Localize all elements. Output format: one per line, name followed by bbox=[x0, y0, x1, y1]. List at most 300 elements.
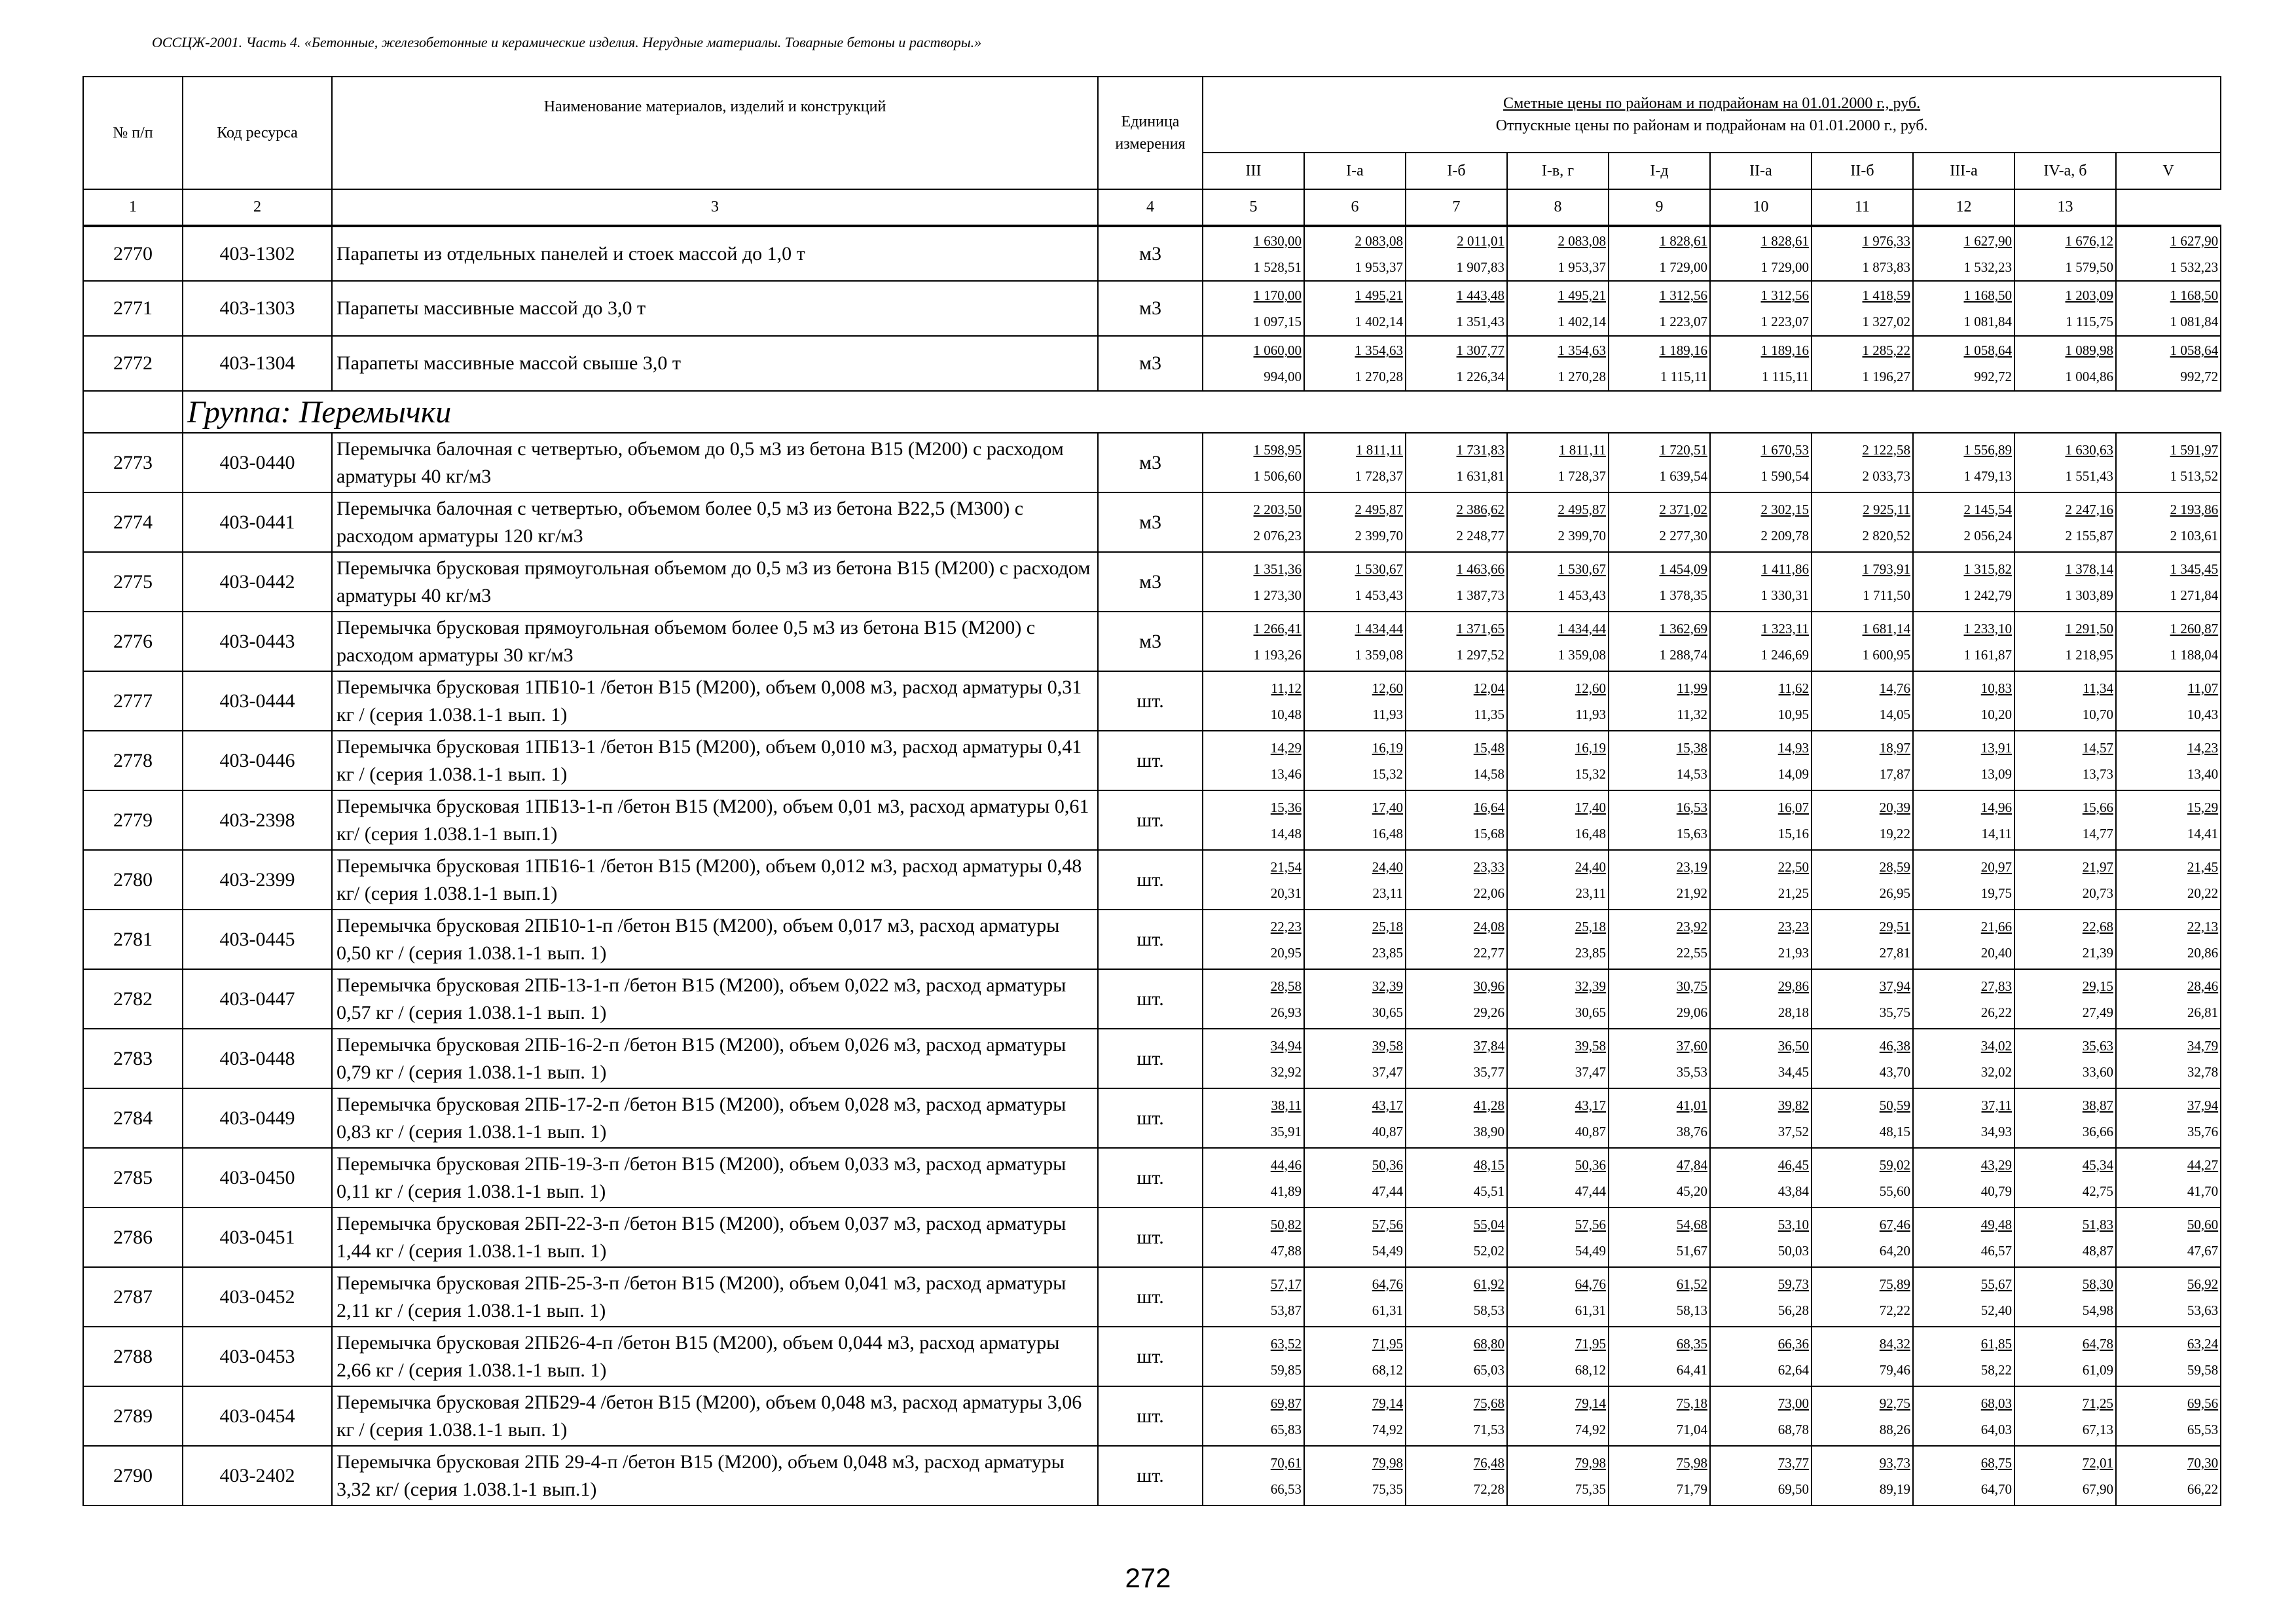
estimate-price: 1 454,09 bbox=[1659, 561, 1707, 577]
row-number: 2773 bbox=[83, 433, 183, 492]
resource-code: 403-0449 bbox=[183, 1088, 332, 1148]
release-price: 992,72 bbox=[2180, 369, 2219, 384]
price-cell bbox=[1304, 1446, 1406, 1505]
resource-code: 403-1302 bbox=[183, 226, 332, 281]
price-cell bbox=[1609, 1267, 1710, 1327]
header-region: II-а bbox=[1710, 153, 1812, 189]
price-cell bbox=[1609, 1208, 1710, 1267]
release-price: 1 115,11 bbox=[1762, 369, 1809, 384]
release-price: 17,87 bbox=[1879, 766, 1910, 782]
row-number: 2786 bbox=[83, 1208, 183, 1267]
unit-cell: шт. bbox=[1098, 1148, 1203, 1208]
price-cell bbox=[2014, 281, 2116, 336]
estimate-price: 15,38 bbox=[1676, 739, 1707, 756]
price-cell bbox=[1913, 336, 2014, 391]
price-cell bbox=[1609, 1327, 1710, 1386]
price-cell bbox=[1203, 910, 1304, 969]
unit-cell: шт. bbox=[1098, 1029, 1203, 1088]
release-price: 1 081,84 bbox=[2170, 314, 2219, 329]
material-name: Перемычка брусковая прямоугольная объемом более 0,5 м3 из бетона В15 (М200) с расходом арматуры 30 кг/м3 bbox=[332, 612, 1098, 671]
release-price: 16,48 bbox=[1575, 825, 1606, 841]
release-price: 32,78 bbox=[2187, 1063, 2219, 1080]
release-price: 47,44 bbox=[1575, 1183, 1606, 1199]
price-cell bbox=[1507, 492, 1609, 552]
release-price: 47,44 bbox=[1372, 1183, 1403, 1199]
estimate-price: 1 731,83 bbox=[1456, 441, 1504, 458]
group-spacer bbox=[83, 391, 183, 433]
price-cell bbox=[1406, 552, 1507, 612]
price-cell bbox=[1304, 1148, 1406, 1208]
estimate-price: 57,17 bbox=[1270, 1276, 1302, 1292]
estimate-price: 1 233,10 bbox=[1963, 620, 2012, 637]
release-price: 1 453,43 bbox=[1355, 587, 1403, 603]
release-price: 59,85 bbox=[1270, 1361, 1302, 1378]
price-cell bbox=[1710, 1148, 1812, 1208]
estimate-price: 1 681,14 bbox=[1862, 620, 1910, 637]
release-price: 27,81 bbox=[1879, 944, 1910, 961]
table-row bbox=[83, 731, 2221, 790]
estimate-price: 46,45 bbox=[1777, 1156, 1809, 1173]
estimate-price: 24,08 bbox=[1473, 918, 1504, 934]
estimate-price: 1 291,50 bbox=[2065, 620, 2113, 637]
material-name: Перемычка брусковая прямоугольная объемом до 0,5 м3 из бетона В15 (М200) с расходом арматуры 40 кг/м3 bbox=[332, 552, 1098, 612]
release-price: 21,92 bbox=[1676, 885, 1707, 901]
estimate-price: 17,40 bbox=[1575, 799, 1606, 815]
release-price: 2 056,24 bbox=[1963, 527, 2012, 544]
release-price: 1 226,34 bbox=[1456, 369, 1504, 384]
release-price: 52,02 bbox=[1473, 1242, 1504, 1259]
material-name: Перемычка брусковая 2ПБ-16-2-п /бетон В15 (М200), объем 0,026 м3, расход арматуры 0,79 кг / (серия 1.038.1-1 вып. 1) bbox=[332, 1029, 1098, 1088]
estimate-price: 1 720,51 bbox=[1659, 441, 1707, 458]
resource-code: 403-0445 bbox=[183, 910, 332, 969]
header-column-number: 6 bbox=[1304, 189, 1406, 226]
price-cell bbox=[1710, 281, 1812, 336]
release-price: 21,39 bbox=[2082, 944, 2113, 961]
header-region: V bbox=[2116, 153, 2221, 189]
price-cell bbox=[1609, 671, 1710, 731]
release-price: 10,95 bbox=[1777, 706, 1809, 722]
release-price: 22,77 bbox=[1473, 944, 1504, 961]
release-price: 32,02 bbox=[1980, 1063, 2012, 1080]
estimate-price: 79,98 bbox=[1372, 1454, 1403, 1471]
estimate-price: 68,80 bbox=[1473, 1335, 1504, 1352]
estimate-price: 21,97 bbox=[2082, 858, 2113, 875]
price-cell bbox=[1913, 226, 2014, 281]
header-column-number: 7 bbox=[1406, 189, 1507, 226]
row-number: 2781 bbox=[83, 910, 183, 969]
estimate-price: 36,50 bbox=[1777, 1037, 1809, 1054]
price-cell bbox=[1812, 790, 1913, 850]
estimate-price: 57,56 bbox=[1372, 1216, 1403, 1232]
estimate-price: 2 925,11 bbox=[1863, 501, 1910, 517]
release-price: 75,35 bbox=[1372, 1481, 1403, 1497]
price-cell bbox=[2014, 1208, 2116, 1267]
estimate-price: 23,19 bbox=[1676, 858, 1707, 875]
release-price: 74,92 bbox=[1575, 1421, 1606, 1437]
estimate-price: 1 434,44 bbox=[1355, 620, 1403, 637]
price-cell bbox=[2014, 552, 2116, 612]
resource-code: 403-1303 bbox=[183, 281, 332, 336]
material-name: Перемычка брусковая 2ПБ26-4-п /бетон В15 (М200), объем 0,044 м3, расход арматуры 2,66 кг / (серия 1.038.1-1 вып. 1) bbox=[332, 1327, 1098, 1386]
unit-cell: шт. bbox=[1098, 1088, 1203, 1148]
price-cell bbox=[1406, 281, 1507, 336]
estimate-price: 39,58 bbox=[1575, 1037, 1606, 1054]
price-cell bbox=[1710, 969, 1812, 1029]
estimate-price: 59,73 bbox=[1777, 1276, 1809, 1292]
price-cell bbox=[1406, 1386, 1507, 1446]
release-price: 74,92 bbox=[1372, 1421, 1403, 1437]
release-price: 50,03 bbox=[1777, 1242, 1809, 1259]
estimate-price: 18,97 bbox=[1879, 739, 1910, 756]
table-row bbox=[83, 1446, 2221, 1505]
row-number: 2788 bbox=[83, 1327, 183, 1386]
price-cell bbox=[1203, 1267, 1304, 1327]
estimate-price: 2 386,62 bbox=[1456, 501, 1504, 517]
estimate-price: 14,29 bbox=[1270, 739, 1302, 756]
release-price: 61,09 bbox=[2082, 1361, 2113, 1378]
price-cell bbox=[1913, 969, 2014, 1029]
price-cell bbox=[1507, 552, 1609, 612]
estimate-price: 16,19 bbox=[1575, 739, 1606, 756]
release-price: 1 532,23 bbox=[1963, 259, 2012, 275]
price-cell bbox=[1507, 731, 1609, 790]
price-cell bbox=[1609, 492, 1710, 552]
price-cell bbox=[1812, 1208, 1913, 1267]
release-price: 20,86 bbox=[2187, 944, 2219, 961]
estimate-price: 53,10 bbox=[1777, 1216, 1809, 1232]
header-unit: Единица измерения bbox=[1098, 77, 1203, 189]
estimate-price: 15,36 bbox=[1270, 799, 1302, 815]
release-price: 23,85 bbox=[1372, 944, 1403, 961]
estimate-price: 1 828,61 bbox=[1659, 232, 1707, 249]
price-cell bbox=[1304, 552, 1406, 612]
price-cell bbox=[1710, 492, 1812, 552]
material-name: Перемычка брусковая 1ПБ13-1 /бетон В15 (М200), объем 0,010 м3, расход арматуры 0,41 кг / (серия 1.038.1-1 вып. 1) bbox=[332, 731, 1098, 790]
estimate-price: 21,54 bbox=[1270, 858, 1302, 875]
estimate-price: 1 591,97 bbox=[2170, 441, 2219, 458]
price-cell bbox=[1812, 731, 1913, 790]
price-cell bbox=[1913, 671, 2014, 731]
header-column-number: 12 bbox=[1913, 189, 2014, 226]
estimate-price: 2 145,54 bbox=[1963, 501, 2012, 517]
estimate-price: 73,00 bbox=[1777, 1395, 1809, 1411]
estimate-price: 35,63 bbox=[2082, 1037, 2113, 1054]
price-cell bbox=[1913, 731, 2014, 790]
price-cell bbox=[1203, 731, 1304, 790]
release-price: 1 728,37 bbox=[1558, 468, 1606, 484]
release-price: 21,25 bbox=[1777, 885, 1809, 901]
header-region: II-б bbox=[1812, 153, 1913, 189]
estimate-price: 1 354,63 bbox=[1355, 342, 1403, 358]
price-cell bbox=[1710, 1208, 1812, 1267]
release-price: 34,93 bbox=[1980, 1123, 2012, 1139]
price-cell bbox=[1609, 433, 1710, 492]
estimate-price: 39,58 bbox=[1372, 1037, 1403, 1054]
release-price: 1 271,84 bbox=[2170, 587, 2219, 603]
price-cell bbox=[1507, 1088, 1609, 1148]
header-column-number: 10 bbox=[1710, 189, 1812, 226]
release-price: 26,93 bbox=[1270, 1004, 1302, 1020]
price-cell bbox=[2014, 731, 2116, 790]
header-region: III bbox=[1203, 153, 1304, 189]
estimate-price: 12,04 bbox=[1473, 680, 1504, 696]
release-price: 1 288,74 bbox=[1659, 646, 1707, 663]
price-cell bbox=[1710, 226, 1812, 281]
estimate-price: 1 627,90 bbox=[2170, 232, 2219, 249]
release-price: 1 223,07 bbox=[1760, 314, 1809, 329]
estimate-price: 54,68 bbox=[1676, 1216, 1707, 1232]
release-price: 51,67 bbox=[1676, 1242, 1707, 1259]
table-row bbox=[83, 1088, 2221, 1148]
estimate-price: 1 170,00 bbox=[1253, 287, 1302, 303]
release-price: 14,53 bbox=[1676, 766, 1707, 782]
price-cell bbox=[1812, 850, 1913, 910]
price-cell bbox=[1203, 969, 1304, 1029]
price-cell bbox=[1812, 1386, 1913, 1446]
price-cell bbox=[2116, 552, 2221, 612]
price-cell bbox=[2014, 1446, 2116, 1505]
estimate-price: 63,52 bbox=[1270, 1335, 1302, 1352]
release-price: 37,47 bbox=[1372, 1063, 1403, 1080]
estimate-price: 17,40 bbox=[1372, 799, 1403, 815]
estimate-price: 29,15 bbox=[2082, 978, 2113, 994]
release-price: 47,67 bbox=[2187, 1242, 2219, 1259]
release-price: 48,87 bbox=[2082, 1242, 2113, 1259]
price-cell bbox=[1913, 1327, 2014, 1386]
release-price: 2 155,87 bbox=[2065, 527, 2113, 544]
price-cell bbox=[1304, 612, 1406, 671]
release-price: 14,77 bbox=[2082, 825, 2113, 841]
table-row bbox=[83, 226, 2221, 281]
estimate-price: 12,60 bbox=[1575, 680, 1606, 696]
row-number: 2771 bbox=[83, 281, 183, 336]
release-price: 2 820,52 bbox=[1862, 527, 1910, 544]
release-price: 19,22 bbox=[1879, 825, 1910, 841]
price-cell bbox=[1406, 671, 1507, 731]
header-column-number: 9 bbox=[1609, 189, 1710, 226]
estimate-price: 22,23 bbox=[1270, 918, 1302, 934]
row-number: 2776 bbox=[83, 612, 183, 671]
page-number: 272 bbox=[1125, 1562, 1171, 1593]
estimate-price: 1 203,09 bbox=[2065, 287, 2113, 303]
header-prices-release: Отпускные цены по районам и подрайонам на 01.01.2000 г., руб. bbox=[1495, 117, 1928, 134]
release-price: 37,52 bbox=[1777, 1123, 1809, 1139]
release-price: 10,43 bbox=[2187, 706, 2219, 722]
estimate-price: 84,32 bbox=[1879, 1335, 1910, 1352]
release-price: 35,53 bbox=[1676, 1063, 1707, 1080]
release-price: 23,85 bbox=[1575, 944, 1606, 961]
price-cell bbox=[2014, 910, 2116, 969]
estimate-price: 75,68 bbox=[1473, 1395, 1504, 1411]
release-price: 1 270,28 bbox=[1558, 369, 1606, 384]
estimate-price: 15,29 bbox=[2187, 799, 2219, 815]
price-cell bbox=[1913, 433, 2014, 492]
table-row bbox=[83, 1386, 2221, 1446]
price-cell bbox=[1304, 969, 1406, 1029]
estimate-price: 70,61 bbox=[1270, 1454, 1302, 1471]
estimate-price: 45,34 bbox=[2082, 1156, 2113, 1173]
estimate-price: 15,66 bbox=[2082, 799, 2113, 815]
price-cell bbox=[1812, 1267, 1913, 1327]
estimate-price: 24,40 bbox=[1575, 858, 1606, 875]
estimate-price: 1 676,12 bbox=[2065, 232, 2113, 249]
price-cell bbox=[2014, 1386, 2116, 1446]
estimate-price: 1 443,48 bbox=[1456, 287, 1504, 303]
row-number: 2782 bbox=[83, 969, 183, 1029]
price-cell bbox=[1203, 850, 1304, 910]
estimate-price: 28,58 bbox=[1270, 978, 1302, 994]
release-price: 1 161,87 bbox=[1963, 646, 2012, 663]
unit-cell: м3 bbox=[1098, 492, 1203, 552]
estimate-price: 1 060,00 bbox=[1253, 342, 1302, 358]
release-price: 33,60 bbox=[2082, 1063, 2113, 1080]
price-cell bbox=[1812, 1088, 1913, 1148]
release-price: 15,68 bbox=[1473, 825, 1504, 841]
price-cell bbox=[2116, 612, 2221, 671]
estimate-price: 14,76 bbox=[1879, 680, 1910, 696]
estimate-price: 64,76 bbox=[1372, 1276, 1403, 1292]
estimate-price: 59,02 bbox=[1879, 1156, 1910, 1173]
price-cell bbox=[2014, 1088, 2116, 1148]
release-price: 61,31 bbox=[1372, 1302, 1403, 1318]
release-price: 2 399,70 bbox=[1355, 527, 1403, 544]
unit-cell: м3 bbox=[1098, 336, 1203, 391]
release-price: 1 729,00 bbox=[1659, 259, 1707, 275]
row-number: 2787 bbox=[83, 1267, 183, 1327]
price-cell bbox=[2116, 1208, 2221, 1267]
estimate-price: 2 083,08 bbox=[1558, 232, 1606, 249]
release-price: 35,76 bbox=[2187, 1123, 2219, 1139]
release-price: 88,26 bbox=[1879, 1421, 1910, 1437]
estimate-price: 20,97 bbox=[1980, 858, 2012, 875]
price-cell bbox=[1406, 1088, 1507, 1148]
estimate-price: 16,64 bbox=[1473, 799, 1504, 815]
release-price: 66,53 bbox=[1270, 1481, 1302, 1497]
price-cell bbox=[1304, 850, 1406, 910]
resource-code: 403-2399 bbox=[183, 850, 332, 910]
unit-cell: м3 bbox=[1098, 612, 1203, 671]
price-cell bbox=[1203, 1386, 1304, 1446]
estimate-price: 2 371,02 bbox=[1659, 501, 1707, 517]
estimate-price: 1 811,11 bbox=[1356, 441, 1403, 458]
group-title: Группа: Перемычки bbox=[183, 391, 2221, 433]
table-row bbox=[83, 433, 2221, 492]
price-cell bbox=[2014, 1029, 2116, 1088]
release-price: 21,93 bbox=[1777, 944, 1809, 961]
estimate-price: 72,01 bbox=[2082, 1454, 2113, 1471]
release-price: 36,66 bbox=[2082, 1123, 2113, 1139]
price-cell bbox=[1406, 492, 1507, 552]
estimate-price: 50,60 bbox=[2187, 1216, 2219, 1232]
release-price: 46,57 bbox=[1980, 1242, 2012, 1259]
release-price: 2 033,73 bbox=[1862, 468, 1910, 484]
release-price: 1 551,43 bbox=[2065, 468, 2113, 484]
price-cell bbox=[1913, 612, 2014, 671]
release-price: 14,09 bbox=[1777, 766, 1809, 782]
estimate-price: 22,50 bbox=[1777, 858, 1809, 875]
estimate-price: 1 354,63 bbox=[1558, 342, 1606, 358]
release-price: 19,75 bbox=[1980, 885, 2012, 901]
price-cell bbox=[2014, 612, 2116, 671]
price-cell bbox=[2014, 433, 2116, 492]
estimate-price: 1 828,61 bbox=[1760, 232, 1809, 249]
price-cell bbox=[2014, 1267, 2116, 1327]
release-price: 30,65 bbox=[1575, 1004, 1606, 1020]
release-price: 1 528,51 bbox=[1253, 259, 1302, 275]
estimate-price: 1 312,56 bbox=[1760, 287, 1809, 303]
release-price: 47,88 bbox=[1270, 1242, 1302, 1259]
release-price: 89,19 bbox=[1879, 1481, 1910, 1497]
header-region: I-в, г bbox=[1507, 153, 1609, 189]
release-price: 13,73 bbox=[2082, 766, 2113, 782]
price-cell bbox=[1609, 1088, 1710, 1148]
estimate-price: 57,56 bbox=[1575, 1216, 1606, 1232]
price-cell bbox=[1609, 850, 1710, 910]
price-cell bbox=[1812, 1446, 1913, 1505]
estimate-price: 43,17 bbox=[1575, 1097, 1606, 1113]
price-cell bbox=[1203, 671, 1304, 731]
price-cell bbox=[1203, 1088, 1304, 1148]
header-region: III-а bbox=[1913, 153, 2014, 189]
price-cell bbox=[1710, 1088, 1812, 1148]
row-number: 2775 bbox=[83, 552, 183, 612]
price-cell bbox=[1913, 1446, 2014, 1505]
resource-code: 403-0453 bbox=[183, 1327, 332, 1386]
price-cell bbox=[1913, 492, 2014, 552]
unit-cell: шт. bbox=[1098, 1386, 1203, 1446]
release-price: 20,73 bbox=[2082, 885, 2113, 901]
price-cell bbox=[2116, 1029, 2221, 1088]
price-cell bbox=[1913, 910, 2014, 969]
release-price: 27,49 bbox=[2082, 1004, 2113, 1020]
release-price: 67,13 bbox=[2082, 1421, 2113, 1437]
estimate-price: 64,78 bbox=[2082, 1335, 2113, 1352]
estimate-price: 22,68 bbox=[2082, 918, 2113, 934]
estimate-price: 68,75 bbox=[1980, 1454, 2012, 1471]
header-column-number: 1 bbox=[83, 189, 183, 226]
estimate-price: 1 266,41 bbox=[1253, 620, 1302, 637]
resource-code: 403-0448 bbox=[183, 1029, 332, 1088]
estimate-price: 1 556,89 bbox=[1963, 441, 2012, 458]
estimate-price: 1 345,45 bbox=[2170, 561, 2219, 577]
unit-cell: м3 bbox=[1098, 433, 1203, 492]
price-cell bbox=[2014, 790, 2116, 850]
release-price: 13,46 bbox=[1270, 766, 1302, 782]
price-cell bbox=[1203, 226, 1304, 281]
release-price: 10,20 bbox=[1980, 706, 2012, 722]
release-price: 79,46 bbox=[1879, 1361, 1910, 1378]
resource-code: 403-2398 bbox=[183, 790, 332, 850]
estimate-price: 34,02 bbox=[1980, 1037, 2012, 1054]
estimate-price: 58,30 bbox=[2082, 1276, 2113, 1292]
price-cell bbox=[1203, 790, 1304, 850]
estimate-price: 23,23 bbox=[1777, 918, 1809, 934]
release-price: 26,81 bbox=[2187, 1004, 2219, 1020]
release-price: 35,91 bbox=[1270, 1123, 1302, 1139]
release-price: 2 399,70 bbox=[1558, 527, 1606, 544]
price-cell bbox=[1710, 1327, 1812, 1386]
estimate-price: 34,94 bbox=[1270, 1037, 1302, 1054]
price-cell bbox=[1507, 336, 1609, 391]
resource-code: 403-0450 bbox=[183, 1148, 332, 1208]
price-cell bbox=[1812, 969, 1913, 1029]
estimate-price: 93,73 bbox=[1879, 1454, 1910, 1471]
resource-code: 403-0442 bbox=[183, 552, 332, 612]
release-price: 1 453,43 bbox=[1558, 587, 1606, 603]
estimate-price: 68,03 bbox=[1980, 1395, 2012, 1411]
resource-code: 403-0444 bbox=[183, 671, 332, 731]
row-number: 2774 bbox=[83, 492, 183, 552]
